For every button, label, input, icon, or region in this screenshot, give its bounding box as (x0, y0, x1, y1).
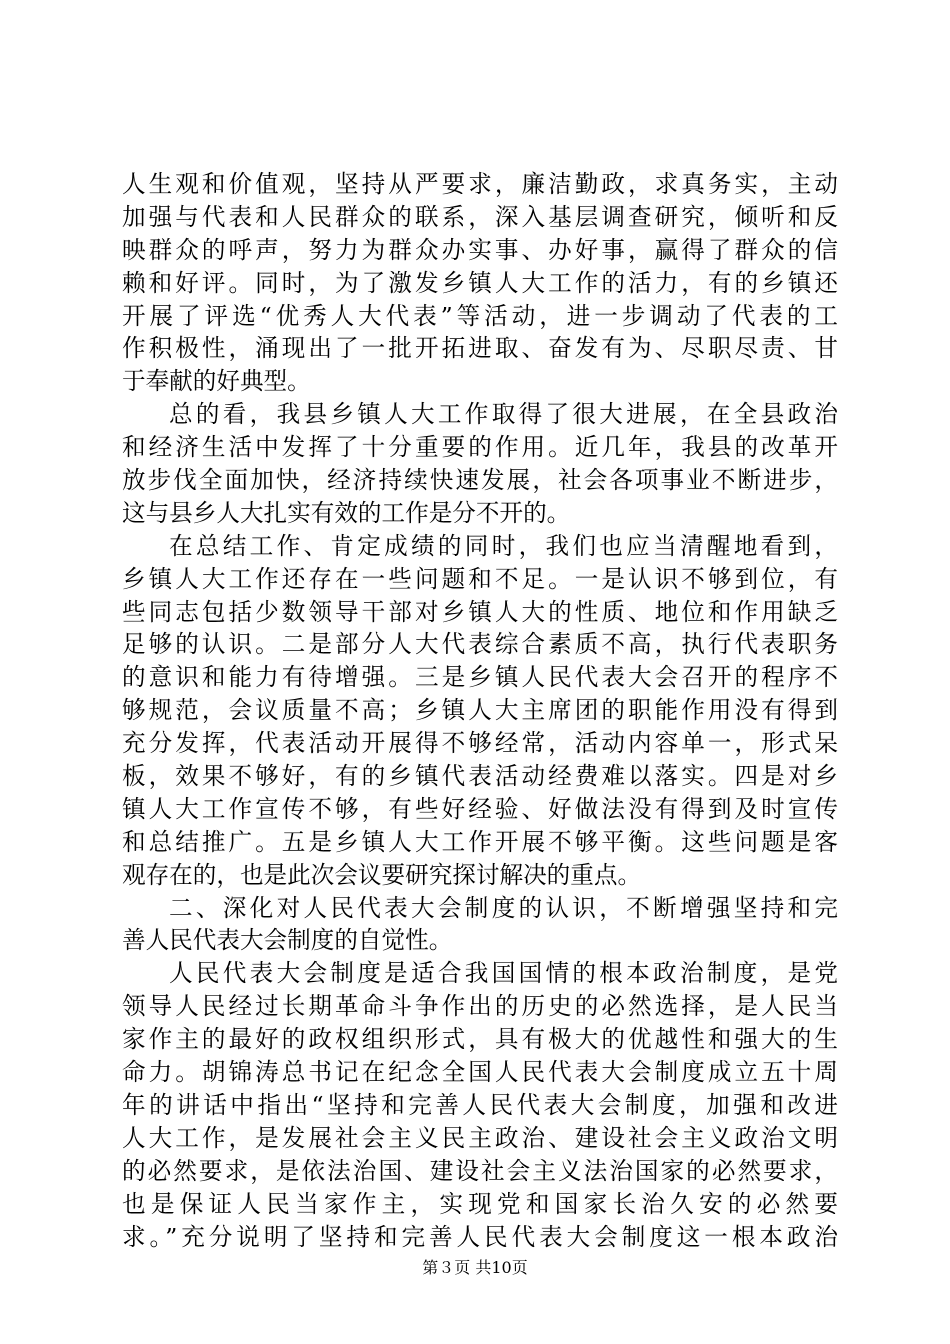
text-line: 充分发挥，代表活动开展得不够经常，活动内容单一，形式呆 (122, 729, 838, 758)
text-line: 够规范，会议质量不高；乡镇人大主席团的职能作用没有得到 (122, 696, 838, 725)
text-line: 赖和好评。同时，为了激发乡镇人大工作的活力，有的乡镇还 (122, 268, 838, 297)
text-line: 观存在的，也是此次会议要研究探讨解决的重点。 (122, 860, 642, 889)
text-line: 总的看，我县乡镇人大工作取得了很大进展，在全县政治 (169, 400, 838, 429)
body-text (122, 168, 838, 1253)
text-line: 放步伐全面加快，经济持续快速发展，社会各项事业不断进步， (122, 466, 838, 495)
text-line: 家作主的最好的政权组织形式，具有极大的优越性和强大的生 (122, 1025, 838, 1054)
text-line: 的必然要求，是依法治国、建设社会主义法治国家的必然要求， (122, 1156, 838, 1185)
text-line: 人生观和价值观，坚持从严要求，廉洁勤政，求真务实，主动 (122, 170, 838, 198)
text-line: 乡镇人大工作还存在一些问题和不足。一是认识不够到位，有 (122, 564, 838, 593)
text-line: 求。”充分说明了坚持和完善人民代表大会制度这一根本政治 (122, 1222, 838, 1251)
text-line: 人大工作，是发展社会主义民主政治、建设社会主义政治文明 (122, 1123, 838, 1152)
text-line: 人民代表大会制度是适合我国国情的根本政治制度，是党 (169, 959, 838, 988)
text-line: 这与县乡人大扎实有效的工作是分不开的。 (122, 498, 571, 527)
text-line: 二、深化对人民代表大会制度的认识，不断增强坚持和完 (169, 893, 838, 922)
text-line: 作积极性，涌现出了一批开拓进取、奋发有为、尽职尽责、甘 (122, 334, 838, 363)
text-line: 在总结工作、肯定成绩的同时，我们也应当清醒地看到， (169, 531, 838, 560)
text-line: 善人民代表大会制度的自觉性。 (122, 926, 453, 955)
text-line: 镇人大工作宣传不够，有些好经验、好做法没有得到及时宣传 (122, 794, 838, 823)
text-line: 领导人民经过长期革命斗争作出的历史的必然选择，是人民当 (122, 992, 838, 1021)
text-line: 年的讲话中指出“坚持和完善人民代表大会制度，加强和改进 (122, 1090, 838, 1119)
text-line: 和总结推广。五是乡镇人大工作开展不够平衡。这些问题是客 (122, 827, 838, 856)
text-line: 映群众的呼声，努力为群众办实事、办好事，赢得了群众的信 (122, 235, 838, 264)
text-line: 板，效果不够好，有的乡镇代表活动经费难以落实。四是对乡 (122, 762, 838, 791)
text-line: 的意识和能力有待增强。三是乡镇人民代表大会召开的程序不 (122, 663, 838, 692)
text-line: 命力。胡锦涛总书记在纪念全国人民代表大会制度成立五十周 (122, 1058, 838, 1087)
text-line: 些同志包括少数领导干部对乡镇人大的性质、地位和作用缺乏 (122, 597, 838, 626)
text-line: 足够的认识。二是部分人大代表综合素质不高，执行代表职务 (122, 630, 838, 659)
text-line: 加强与代表和人民群众的联系，深入基层调查研究，倾听和反 (122, 202, 838, 231)
text-line: 于奉献的好典型。 (122, 367, 311, 396)
page-number-footer: 第３页 共10页 (422, 1258, 528, 1277)
text-line: 和经济生活中发挥了十分重要的作用。近几年，我县的改革开 (122, 433, 838, 462)
text-line: 开展了评选“优秀人大代表”等活动，进一步调动了代表的工 (122, 301, 838, 330)
text-line: 也是保证人民当家作主，实现党和国家长治久安的必然要 (122, 1189, 838, 1218)
